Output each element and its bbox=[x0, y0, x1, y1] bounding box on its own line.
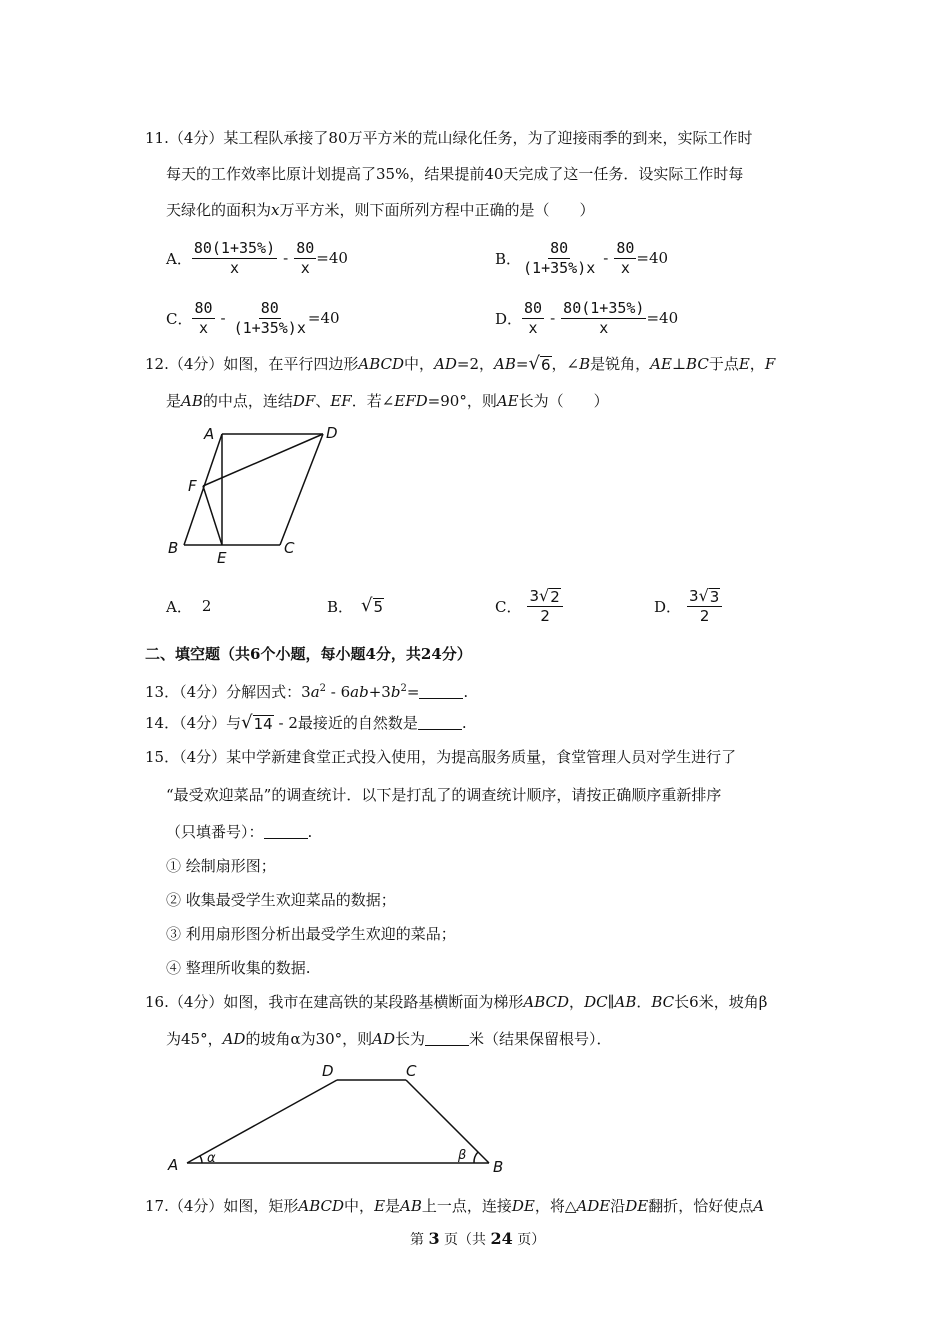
option-label: B． bbox=[495, 249, 522, 268]
q12-stem-line1: 12.（4分）如图，在平行四边形ABCD中，AD=2，AB= √ 6 ，∠B是锐角，AE⊥BC于点E，F bbox=[145, 353, 776, 374]
q11-option-a[interactable] bbox=[166, 236, 348, 280]
q14-stem: 14．（4分）与 √ 14 - 2最接近的自然数是 . bbox=[145, 712, 467, 733]
minus-sign: - bbox=[220, 309, 226, 327]
q11-stem-line1: 11.（4分）某工程队承接了80万平方米的荒山绿化任务，为了迎接雨季的到来，实际工作时 bbox=[145, 129, 753, 147]
label-C: C bbox=[406, 1062, 417, 1080]
q15-stem-line3: （只填番号）： . bbox=[166, 823, 313, 841]
angle-alpha-arc bbox=[200, 1156, 202, 1163]
minus-sign: - bbox=[283, 249, 289, 267]
page-footer: 第 3 页（共 24 页） bbox=[410, 1229, 546, 1248]
segment-CB bbox=[406, 1080, 489, 1163]
q12-stem-line2: 是AB的中点，连结DF、EF．若∠EFD=90°，则AE长为（ ） bbox=[166, 392, 609, 410]
label-C: C bbox=[284, 539, 295, 557]
q16-stem-line2: 为45°，AD的坡角α为30°，则AD长为 米（结果保留根号）． bbox=[166, 1030, 612, 1048]
label-D: D bbox=[326, 424, 338, 442]
q12-option-a[interactable]: A． 2 bbox=[166, 597, 212, 616]
q12-option-c[interactable]: C． 3 √ 2 2 bbox=[495, 584, 563, 628]
option-label: A． bbox=[166, 249, 192, 268]
segment-FE bbox=[203, 486, 222, 545]
q17-stem-line1: 17.（4分）如图，矩形ABCD中，E是AB上一点，连接DE，将△ADE沿DE翻折，恰好使点A bbox=[145, 1197, 765, 1215]
fraction-1: $\frac{80}{(1+35\%)x}$ bbox=[523, 238, 596, 277]
fraction-2: $\frac{80}{(1+35\%)x}$ bbox=[233, 298, 306, 337]
q12-option-d[interactable]: D． 3 √ 3 2 bbox=[654, 584, 722, 628]
q11-option-b[interactable] bbox=[495, 236, 668, 280]
label-beta: β bbox=[458, 1148, 467, 1163]
label-B: B bbox=[493, 1158, 504, 1176]
label-A: A bbox=[168, 1156, 179, 1174]
sqrt-6: √ 6 bbox=[528, 353, 551, 374]
q11-option-d[interactable] bbox=[495, 296, 678, 340]
q15-stem-line2: “最受欢迎菜品”的调查统计．以下是打乱了的调查统计顺序，请按正确顺序重新排序 bbox=[166, 786, 722, 804]
answer-blank[interactable] bbox=[264, 824, 308, 839]
section-heading: 二、填空题（共6个小题，每小题4分，共24分） bbox=[145, 645, 472, 663]
label-A: A bbox=[204, 425, 215, 443]
answer-blank[interactable] bbox=[419, 684, 463, 699]
fraction-1: $\frac{80}{x}$ bbox=[194, 298, 213, 337]
minus-sign: - bbox=[550, 309, 556, 327]
option-label: C． bbox=[166, 309, 193, 328]
q12-option-b[interactable]: B． √ 5 bbox=[327, 595, 384, 616]
equation-rhs: =40 bbox=[316, 249, 348, 267]
answer-blank[interactable] bbox=[425, 1031, 469, 1046]
equation-rhs: =40 bbox=[307, 309, 340, 327]
answer-blank[interactable] bbox=[418, 715, 462, 730]
label-F: F bbox=[188, 477, 197, 495]
q11-stem-line3: 天绿化的面积为x万平方米，则下面所列方程中正确的是（ ） bbox=[166, 201, 595, 219]
trapezoid-figure bbox=[160, 1058, 520, 1178]
q15-item-3: ③ 利用扇形图分析出最受学生欢迎的菜品； bbox=[166, 925, 456, 943]
q15-item-2: ② 收集最受学生欢迎菜品的数据； bbox=[166, 891, 396, 909]
sqrt-5: √ 5 bbox=[361, 595, 384, 616]
label-D: D bbox=[322, 1062, 334, 1080]
label-E: E bbox=[217, 549, 227, 567]
q11-stem-line2: 每天的工作效率比原计划提高了35%，结果提前40天完成了这一任务．设实际工作时每 bbox=[166, 165, 744, 183]
segment-FD bbox=[203, 434, 323, 486]
equation-rhs: =40 bbox=[636, 249, 669, 267]
q11-option-c[interactable] bbox=[166, 296, 340, 340]
angle-beta-arc bbox=[474, 1152, 478, 1163]
q15-item-1: ① 绘制扇形图； bbox=[166, 857, 276, 875]
option-label: D． bbox=[495, 309, 523, 328]
minus-sign: - bbox=[603, 249, 609, 267]
fraction-2: $\frac{80}{x}$ bbox=[616, 238, 635, 277]
fraction-1: $\frac{80(1+35\%)}{x}$ bbox=[193, 238, 276, 277]
equation-rhs: =40 bbox=[646, 309, 679, 327]
parallelogram-figure bbox=[160, 420, 360, 570]
fraction-2: $\frac{80}{x}$ bbox=[296, 238, 315, 277]
q16-stem-line1: 16.（4分）如图，我市在建高铁的某段路基横断面为梯形ABCD，DC∥AB．BC长6米，坡角β bbox=[145, 993, 768, 1011]
fraction-1: $\frac{80}{x}$ bbox=[524, 298, 543, 337]
fraction-2: $\frac{80(1+35\%)}{x}$ bbox=[563, 298, 645, 337]
label-alpha: α bbox=[207, 1151, 216, 1166]
q13-stem: 13．（4分）分解因式：$3a^2 - 6ab+3b^2=$ . bbox=[145, 683, 469, 701]
q15-item-4: ④ 整理所收集的数据. bbox=[166, 959, 311, 977]
label-B: B bbox=[168, 539, 179, 557]
q15-stem-line1: 15．（4分）某中学新建食堂正式投入使用，为提高服务质量，食堂管理人员对学生进行了 bbox=[145, 748, 737, 766]
sqrt-14: √ 14 bbox=[241, 712, 273, 733]
